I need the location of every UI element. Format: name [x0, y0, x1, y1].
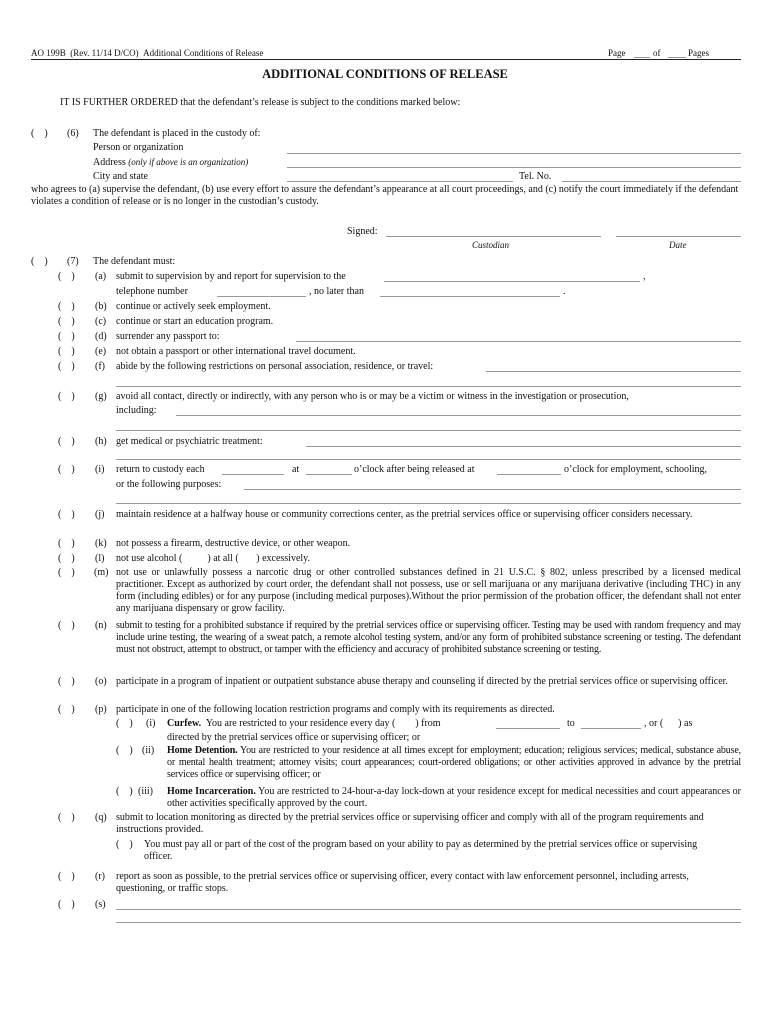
- checkbox-h[interactable]: ( ): [58, 436, 75, 447]
- header-rule: [31, 59, 741, 60]
- section-6-number: (6): [67, 128, 79, 139]
- item-s-label: (s): [95, 899, 106, 910]
- contact-field-2[interactable]: [116, 430, 741, 431]
- defendant-must-text: The defendant must:: [93, 256, 176, 267]
- address-label: Address (only if above is an organization): [93, 157, 249, 168]
- total-pages-field[interactable]: [668, 57, 686, 58]
- custodian-signature-field[interactable]: [386, 236, 601, 237]
- item-b-label: (b): [95, 301, 107, 312]
- curfew-text2: directed by the pretrial services office or supervising officer; or: [167, 732, 421, 743]
- item-e-label: (e): [95, 346, 107, 357]
- section-7-number: (7): [67, 256, 79, 267]
- treatment-field-1[interactable]: [306, 446, 741, 447]
- checkbox-l[interactable]: ( ): [58, 553, 75, 564]
- item-p-i-label: (i): [146, 718, 156, 729]
- item-f-label: (f): [95, 361, 105, 372]
- custodian-agreement: who agrees to (a) supervise the defendant, (b) use every effort to assure the defendant’s appearance at all court proceedings, and (c) notify the court immediately if the defendant violates a condition of release or is no longer in the custodian’s custody.: [31, 184, 739, 207]
- curfew-to-field[interactable]: [581, 728, 641, 729]
- item-n-text: submit to testing for a prohibited substance if required by the pretrial services office or supervising officer. Testing may be used with random frequency and may include urine testing, the wearing of a sweat patch, a remote alcohol testing system, and/or any form of prohibited substance screening or testing. The defendant must not obstruct, attempt to obstruct, or tamper with the efficiency and accuracy of prohibited substance screening or testing.: [116, 620, 741, 655]
- item-g-including: including:: [116, 405, 157, 416]
- passport-field[interactable]: [296, 341, 741, 342]
- item-h-text: get medical or psychiatric treatment:: [116, 436, 263, 447]
- item-n-label: (n): [95, 620, 107, 631]
- person-label: Person or organization: [93, 142, 184, 153]
- checkbox-6[interactable]: ( ): [31, 128, 48, 139]
- curfew-from-field[interactable]: [496, 728, 560, 729]
- item-q-label: (q): [95, 812, 107, 823]
- checkbox-q-sub[interactable]: ( ): [116, 839, 133, 850]
- item-l-text: not use alcohol ( ) at all ( ) excessively.: [116, 553, 311, 564]
- item-f-text: abide by the following restrictions on personal association, residence, or travel:: [116, 361, 434, 372]
- item-p-iii-label: (iii): [138, 786, 153, 797]
- item-i-label: (i): [95, 464, 105, 475]
- restrictions-field-2[interactable]: [116, 386, 741, 387]
- item-j-text: maintain residence at a halfway house or community corrections center, as the pretrial services office or supervising officer considers necessary.: [116, 509, 693, 520]
- page-of: of: [653, 48, 661, 58]
- curfew-text: Curfew. You are restricted to your residence every day ( ) from: [167, 718, 441, 729]
- item-p-text: participate in one of the following location restriction programs and comply with its requirements as directed.: [116, 704, 555, 715]
- item-l-label: (l): [95, 553, 105, 564]
- item-k-text: not possess a firearm, destructive device, or other weapon.: [116, 538, 351, 549]
- item-g-label: (g): [95, 391, 107, 402]
- custody-time-field[interactable]: [306, 474, 352, 475]
- item-k-label: (k): [95, 538, 107, 549]
- pages-label: Pages: [688, 48, 709, 58]
- page-number-field[interactable]: [634, 57, 650, 58]
- item-a-comma: ,: [643, 271, 646, 282]
- no-later-than-label: , no later than: [309, 286, 364, 297]
- item-m-text: not use or unlawfully possess a narcotic drug or other controlled substances defined in 21 U.S.C. § 802, unless prescribed by a licensed medical practitioner. Except as authorized by court order, the defendant shall not possess, use or sell marijuana or any marijuana derivative (including THC) in any form (including edibles) or for any purpose (including medical purposes).Without the prior permission of the probation officer, the defendant shall not enter any marijuana dispensary or grow facility.: [116, 567, 741, 614]
- checkbox-o[interactable]: ( ): [58, 676, 75, 687]
- item-c-text: continue or start an education program.: [116, 316, 274, 327]
- checkbox-j[interactable]: ( ): [58, 509, 75, 520]
- checkbox-p-i[interactable]: ( ): [116, 718, 133, 729]
- curfew-or: , or ( ) as: [644, 718, 693, 729]
- checkbox-a[interactable]: ( ): [58, 271, 75, 282]
- custodian-caption: Custodian: [472, 240, 510, 250]
- item-i-text4: or the following purposes:: [116, 479, 222, 490]
- checkbox-7[interactable]: ( ): [31, 256, 48, 267]
- item-i-text3: o’clock for employment, schooling,: [564, 464, 708, 475]
- item-b-text: continue or actively seek employment.: [116, 301, 271, 312]
- checkbox-p-iii[interactable]: ( ): [116, 786, 133, 797]
- checkbox-s[interactable]: ( ): [58, 899, 75, 910]
- item-d-label: (d): [95, 331, 107, 342]
- item-o-text: participate in a program of inpatient or outpatient substance abuse therapy and counseling if directed by the pretrial services office or supervising officer.: [116, 676, 728, 687]
- item-a-period: .: [563, 286, 566, 297]
- other-condition-field-2[interactable]: [116, 922, 741, 923]
- custodian-date-field[interactable]: [616, 236, 741, 237]
- restrictions-field-1[interactable]: [486, 371, 741, 372]
- checkbox-q[interactable]: ( ): [58, 812, 75, 823]
- tel-field[interactable]: [562, 181, 741, 182]
- item-h-label: (h): [95, 436, 107, 447]
- checkbox-n[interactable]: ( ): [58, 620, 75, 631]
- telephone-label: telephone number: [116, 286, 188, 297]
- item-e-text: not obtain a passport or other international travel document.: [116, 346, 356, 357]
- checkbox-b[interactable]: ( ): [58, 301, 75, 312]
- home-detention-text: Home Detention. You are restricted to your residence at all times except for employment; education; religious services; medical, substance abuse, or mental health treatment; attorney visits; court appearances; court-ordered obligations; or other activities approved in advance by the pretrial services office or supervising officer; or: [167, 745, 741, 780]
- city-field[interactable]: [287, 181, 513, 182]
- item-p-label: (p): [95, 704, 107, 715]
- no-later-than-field[interactable]: [380, 296, 560, 297]
- home-incarceration-text: Home Incarceration. You are restricted to 24-hour-a-day lock-down at your residence except for medical necessities and court appearances or other activities specifically approved by the court.: [167, 786, 742, 809]
- checkbox-g[interactable]: ( ): [58, 391, 75, 402]
- tel-label: Tel. No.: [519, 171, 552, 182]
- checkbox-f[interactable]: ( ): [58, 361, 75, 372]
- checkbox-r[interactable]: ( ): [58, 871, 75, 882]
- treatment-field-2[interactable]: [116, 459, 741, 460]
- address-field[interactable]: [287, 167, 741, 168]
- item-r-label: (r): [95, 871, 105, 882]
- release-time-field[interactable]: [497, 474, 561, 475]
- custody-day-field[interactable]: [222, 474, 284, 475]
- checkbox-e[interactable]: ( ): [58, 346, 75, 357]
- checkbox-k[interactable]: ( ): [58, 538, 75, 549]
- purposes-field-1[interactable]: [244, 489, 741, 490]
- checkbox-i[interactable]: ( ): [58, 464, 75, 475]
- signed-label: Signed:: [347, 226, 378, 237]
- contact-field-1[interactable]: [176, 415, 741, 416]
- person-field[interactable]: [287, 153, 741, 154]
- item-q-text: submit to location monitoring as directed by the pretrial services office or supervising officer and comply with all of the program requirements and instructions provided.: [116, 812, 704, 835]
- item-j-label: (j): [95, 509, 105, 520]
- item-q-sub-text: You must pay all or part of the cost of the program based on your ability to pay as determined by the pretrial services office or supervising officer.: [144, 839, 698, 862]
- curfew-to-label: to: [567, 718, 575, 729]
- item-o-label: (o): [95, 676, 107, 687]
- item-a-label: (a): [95, 271, 107, 282]
- item-i-at: at: [292, 464, 300, 475]
- item-m-label: (m): [94, 567, 109, 578]
- item-i-text1: return to custody each: [116, 464, 205, 475]
- checkbox-d[interactable]: ( ): [58, 331, 75, 342]
- item-i-text2: o’clock after being released at: [354, 464, 475, 475]
- item-g-text: avoid all contact, directly or indirectly, with any person who is or may be a victim or witness in the investigation or prosecution,: [116, 391, 629, 402]
- telephone-field[interactable]: [217, 296, 306, 297]
- page-title: ADDITIONAL CONDITIONS OF RELEASE: [262, 67, 508, 81]
- purposes-field-2[interactable]: [116, 503, 741, 504]
- item-a-text: submit to supervision by and report for supervision to the: [116, 271, 346, 282]
- item-c-label: (c): [95, 316, 107, 327]
- form-id: AO 199B (Rev. 11/14 D/CO) Additional Conditions of Release: [31, 48, 264, 58]
- supervisor-field[interactable]: [384, 281, 640, 282]
- checkbox-m[interactable]: ( ): [58, 567, 75, 578]
- custody-text: The defendant is placed in the custody of:: [93, 128, 261, 139]
- page-counter: Page: [608, 48, 626, 58]
- city-label: City and state: [93, 171, 148, 182]
- checkbox-p[interactable]: ( ): [58, 704, 75, 715]
- item-r-text: report as soon as possible, to the pretrial services office or supervising officer, every contact with law enforcement personnel, including arrests, questioning, or traffic stops.: [116, 871, 689, 894]
- other-condition-field-1[interactable]: [116, 909, 741, 910]
- date-caption: Date: [669, 240, 687, 250]
- item-d-text: surrender any passport to:: [116, 331, 220, 342]
- intro-text: IT IS FURTHER ORDERED that the defendant’s release is subject to the conditions marked below:: [60, 97, 461, 108]
- item-p-ii-label: (ii): [142, 745, 155, 756]
- checkbox-c[interactable]: ( ): [58, 316, 75, 327]
- checkbox-p-ii[interactable]: ( ): [116, 745, 133, 756]
